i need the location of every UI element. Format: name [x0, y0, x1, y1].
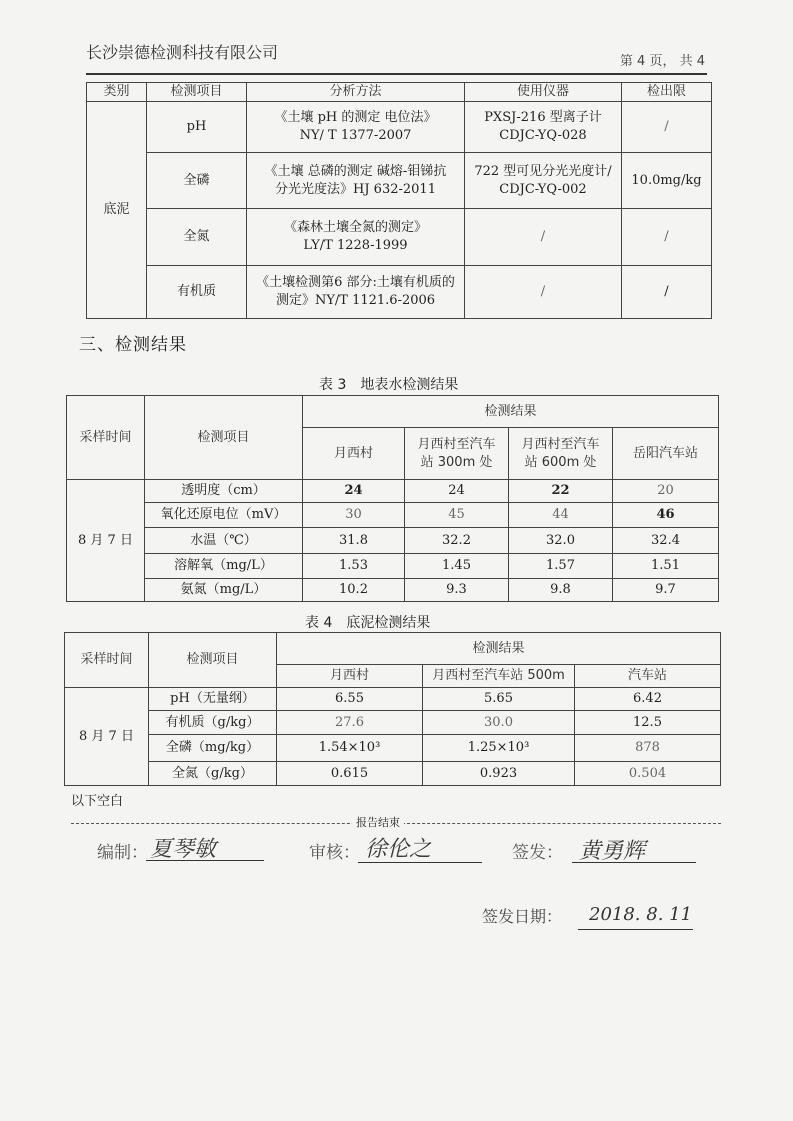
item-cell: 全氮（g/kg）	[149, 762, 277, 786]
col-header-item: 检测项目	[145, 396, 303, 480]
category-cell: 底泥	[87, 102, 147, 319]
instrument-cell: /	[465, 209, 622, 266]
col-header-category: 类别	[87, 83, 147, 102]
item-cell: pH	[147, 102, 247, 153]
company-name: 长沙崇德检测科技有限公司	[86, 43, 279, 62]
value-cell: 24	[303, 480, 405, 503]
site-header: 月西村	[303, 428, 405, 480]
item-cell: 有机质	[147, 266, 247, 319]
item-cell: pH（无量纲）	[149, 688, 277, 711]
method-cell: 《土壤 pH 的测定 电位法》 NY/ T 1377-2007	[247, 102, 465, 153]
value-cell: 10.2	[303, 579, 405, 602]
limit-cell: /	[622, 209, 712, 266]
value-cell: 32.4	[613, 528, 719, 554]
item-cell: 全氮	[147, 209, 247, 266]
limit-cell: 10.0mg/kg	[622, 153, 712, 209]
col-header-limit: 检出限	[622, 83, 712, 102]
issuer-signature: 黄勇辉	[579, 839, 646, 864]
item-cell: 有机质（g/kg）	[149, 711, 277, 735]
table3-caption: 表 3 地表水检测结果	[319, 377, 459, 393]
value-cell: 24	[405, 480, 509, 503]
value-cell: 1.57	[509, 554, 613, 579]
table-row	[67, 503, 719, 528]
item-cell: 透明度（cm）	[145, 480, 303, 503]
instrument-cell: /	[465, 266, 622, 319]
value-cell: 0.504	[575, 762, 721, 786]
value-cell: 12.5	[575, 711, 721, 735]
site-header: 月西村至汽车站 500m	[423, 665, 575, 688]
site-header: 月西村至汽车 站 300m 处	[405, 428, 509, 480]
instrument-cell: 722 型可见分光光度计/ CDJC-YQ-002	[465, 153, 622, 209]
table-row	[65, 688, 721, 711]
instrument-cell: PXSJ-216 型离子计 CDJC-YQ-028	[465, 102, 622, 153]
blank-below-note: 以下空白	[71, 794, 124, 809]
editor-signature: 夏琴敏	[150, 837, 217, 862]
item-cell: 全磷（mg/kg）	[149, 735, 277, 762]
value-cell: 30.0	[423, 711, 575, 735]
value-cell: 878	[575, 735, 721, 762]
value-cell: 9.3	[405, 579, 509, 602]
issuer-signature-line	[572, 862, 696, 863]
value-cell: 44	[509, 503, 613, 528]
value-cell: 46	[613, 503, 719, 528]
issue-date-label: 签发日期：	[482, 907, 563, 926]
value-cell: 9.7	[613, 579, 719, 602]
table4-caption: 表 4 底泥检测结果	[305, 615, 431, 631]
col-header-time: 采样时间	[65, 633, 149, 688]
editor-signature-line	[146, 860, 264, 861]
issuer-label: 签发：	[512, 843, 563, 863]
table-row	[65, 711, 721, 735]
table-row	[87, 153, 712, 209]
value-cell: 6.42	[575, 688, 721, 711]
site-header: 月西村至汽车 站 600m 处	[509, 428, 613, 480]
col-header-item: 检测项目	[149, 633, 277, 688]
table-row	[67, 579, 719, 602]
editor-label: 编制：	[97, 843, 148, 863]
limit-cell: /	[622, 266, 712, 319]
date-cell: 8 月 7 日	[65, 688, 149, 786]
value-cell: 30	[303, 503, 405, 528]
value-cell: 9.8	[509, 579, 613, 602]
date-cell: 8 月 7 日	[67, 480, 145, 602]
table-row	[67, 480, 719, 503]
value-cell: 1.53	[303, 554, 405, 579]
site-header: 岳阳汽车站	[613, 428, 719, 480]
methods-table	[86, 82, 712, 319]
col-header-results: 检测结果	[277, 633, 721, 665]
reviewer-signature-line	[358, 862, 482, 863]
method-cell: 《土壤 总磷的测定 碱熔-钼锑抗 分光光度法》HJ 632-2011	[247, 153, 465, 209]
table-row	[87, 102, 712, 153]
table-row	[87, 266, 712, 319]
site-header: 汽车站	[575, 665, 721, 688]
value-cell: 1.51	[613, 554, 719, 579]
issue-date-line	[578, 929, 693, 930]
method-cell: 《森林土壤全氮的测定》 LY/T 1228-1999	[247, 209, 465, 266]
report-end-label: 报告结束	[352, 814, 404, 830]
value-cell: 6.55	[277, 688, 423, 711]
table-row	[67, 554, 719, 579]
table-row	[67, 528, 719, 554]
col-header-time: 采样时间	[67, 396, 145, 480]
value-cell: 31.8	[303, 528, 405, 554]
reviewer-label: 审核：	[309, 843, 360, 863]
sediment-table	[64, 632, 721, 786]
value-cell: 20	[613, 480, 719, 503]
table-row	[65, 762, 721, 786]
value-cell: 0.923	[423, 762, 575, 786]
surface-water-table	[66, 395, 719, 602]
header-rule	[86, 73, 707, 75]
value-cell: 0.615	[277, 762, 423, 786]
method-cell: 《土壤检测第6 部分:土壤有机质的 测定》NY/T 1121.6-2006	[247, 266, 465, 319]
page-number: 第 4 页， 共 4	[619, 54, 705, 69]
item-cell: 溶解氧（mg/L）	[145, 554, 303, 579]
site-header: 月西村	[277, 665, 423, 688]
item-cell: 氧化还原电位（mV）	[145, 503, 303, 528]
value-cell: 1.45	[405, 554, 509, 579]
reviewer-signature: 徐伦之	[365, 837, 432, 862]
value-cell: 45	[405, 503, 509, 528]
section-title: 三、检测结果	[79, 335, 187, 355]
col-header-method: 分析方法	[247, 83, 465, 102]
value-cell: 1.25×10³	[423, 735, 575, 762]
value-cell: 1.54×10³	[277, 735, 423, 762]
item-cell: 氨氮（mg/L）	[145, 579, 303, 602]
limit-cell: /	[622, 102, 712, 153]
value-cell: 22	[509, 480, 613, 503]
value-cell: 27.6	[277, 711, 423, 735]
col-header-results: 检测结果	[303, 396, 719, 428]
col-header-instrument: 使用仪器	[465, 83, 622, 102]
item-cell: 全磷	[147, 153, 247, 209]
value-cell: 32.2	[405, 528, 509, 554]
table-row	[65, 735, 721, 762]
value-cell: 5.65	[423, 688, 575, 711]
table-row	[87, 209, 712, 266]
col-header-item: 检测项目	[147, 83, 247, 102]
item-cell: 水温（℃）	[145, 528, 303, 554]
value-cell: 32.0	[509, 528, 613, 554]
issue-date: 2018. 8. 11	[589, 904, 693, 925]
